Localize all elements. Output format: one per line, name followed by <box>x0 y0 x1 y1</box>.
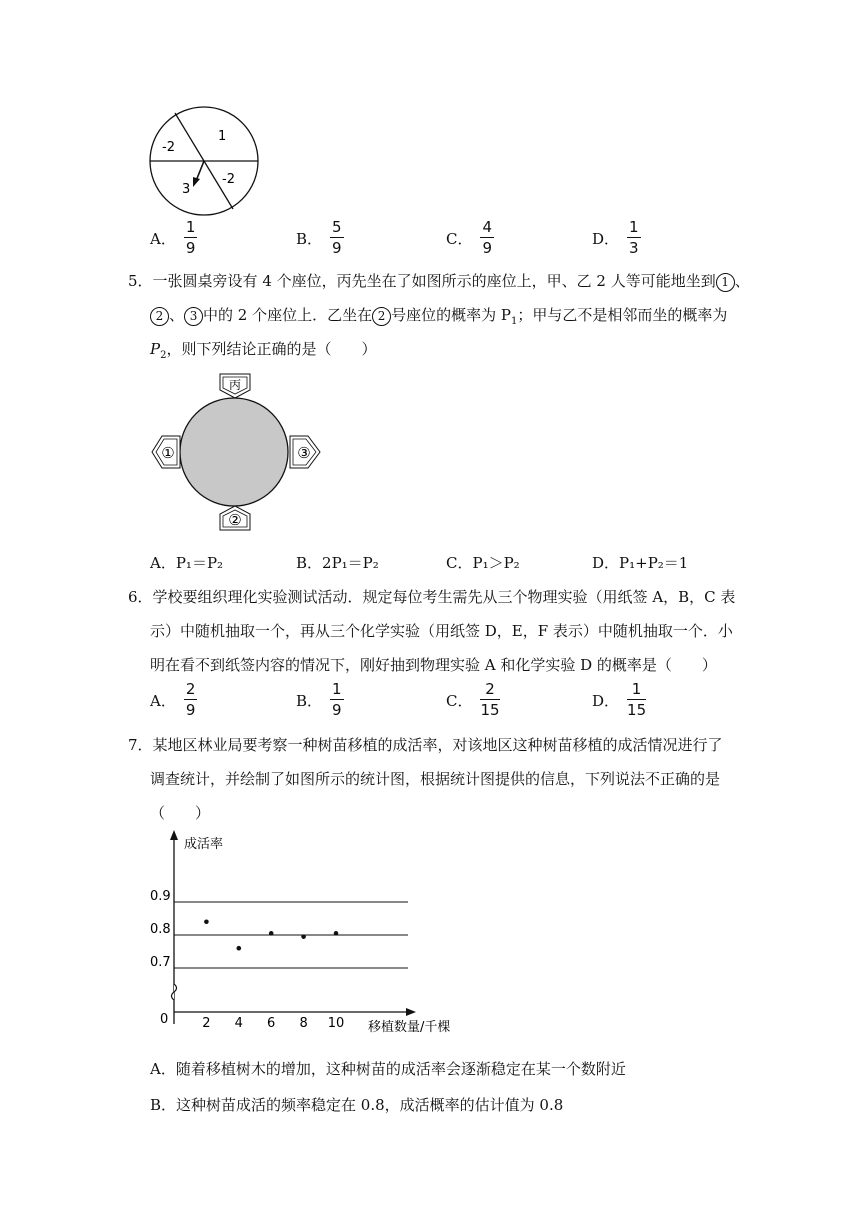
survival-rate-chart <box>140 828 460 1038</box>
q6-line-1: 6．学校要组织理化实验测试活动．规定每位考生需先从三个物理实验（用纸签 A，B，C 表 <box>128 588 736 606</box>
fraction: $\frac{1}{9}$ <box>185 218 196 257</box>
q7-option-b[interactable]: B．这种树苗成活的频率稳定在 0.8，成活概率的估计值为 0.8 <box>150 1096 564 1114</box>
q5-line-2: 2 、 3 中的 2 个座位上．乙坐在 2 号座位的概率为 $P_1$；甲与乙不是相邻而坐的概率为 <box>150 304 727 327</box>
round-table-figure <box>148 370 328 534</box>
q5-option-a[interactable]: A．P₁＝P₂ <box>150 554 224 572</box>
spinner-sector-1: 1 <box>218 129 227 144</box>
q7-line-1: 7．某地区林业局要考察一种树苗移植的成活率，对该地区这种树苗移植的成活情况进行了 <box>128 736 723 754</box>
y-tick-label: 0.8 <box>150 922 171 937</box>
q7-line-3: （ ） <box>150 804 211 822</box>
q5-option-d[interactable]: D．P₁+P₂＝1 <box>592 554 689 572</box>
data-point <box>204 920 209 925</box>
q5-option-c[interactable]: C．P₁＞P₂ <box>446 554 520 572</box>
q6-option-c[interactable]: C． $\frac{2}{15}$ <box>446 680 500 719</box>
seat-top-label: 丙 <box>228 378 242 392</box>
data-point <box>334 931 339 936</box>
q4-option-a[interactable]: A． $\frac{1}{9}$ <box>150 218 196 257</box>
q5-line-1: 5．一张圆桌旁设有 4 个座位，丙先坐在了如图所示的座位上，甲、乙 2 人等可能地坐到 1 、 <box>128 272 750 290</box>
data-point <box>237 946 242 951</box>
data-point <box>301 934 306 939</box>
spinner-sector-3: 3 <box>182 182 191 197</box>
y-tick-label: 0.7 <box>150 955 171 970</box>
q5-line-3: $P_2$，则下列结论正确的是（ ） <box>150 340 377 361</box>
seat-right-label: ③ <box>297 444 311 462</box>
fraction: $\frac{1}{9}$ <box>332 680 342 719</box>
fraction: $\frac{2}{15}$ <box>480 680 500 719</box>
y-tick-label: 0.9 <box>150 889 171 904</box>
x-tick-label: 10 <box>327 1016 345 1031</box>
q7-option-a[interactable]: A．随着移植树木的增加，这种树苗的成活率会逐渐稳定在某一个数附近 <box>150 1060 626 1078</box>
q6-line-2: 示）中随机抽取一个，再从三个化学实验（用纸签 D，E，F 表示）中随机抽取一个．小 <box>150 622 733 640</box>
fraction: $\frac{5}{9}$ <box>332 218 342 257</box>
x-tick-label: 2 <box>202 1016 211 1031</box>
q4-option-b[interactable]: B． $\frac{5}{9}$ <box>296 218 342 257</box>
axis-break <box>172 984 177 1000</box>
seat-bottom-label: ② <box>228 511 242 529</box>
x-tick-label: 6 <box>267 1016 276 1031</box>
x-axis-arrow <box>406 1008 416 1016</box>
q6-option-b[interactable]: B． $\frac{1}{9}$ <box>296 680 342 719</box>
q6-option-a[interactable]: A． $\frac{2}{9}$ <box>150 680 196 719</box>
data-point <box>269 931 274 936</box>
spinner-sector-neg2-left: -2 <box>162 140 175 155</box>
q4-option-c[interactable]: C． $\frac{4}{9}$ <box>446 218 493 257</box>
x-tick-label: 4 <box>234 1016 243 1031</box>
q6-option-d[interactable]: D． $\frac{1}{15}$ <box>592 680 647 719</box>
q5-option-b[interactable]: B．2P₁＝P₂ <box>296 554 379 572</box>
y-axis-label: 成活率 <box>184 837 224 852</box>
seat-left-label: ① <box>161 444 175 462</box>
fraction: $\frac{2}{9}$ <box>185 680 196 719</box>
x-tick-label: 8 <box>299 1016 308 1031</box>
q7-line-2: 调查统计，并绘制了如图所示的统计图，根据统计图提供的信息，下列说法不正确的是 <box>150 770 721 788</box>
q6-line-3: 明在看不到纸签内容的情况下，刚好抽到物理实验 A 和化学实验 D 的概率是（ ） <box>150 656 717 674</box>
fraction: $\frac{1}{15}$ <box>627 680 647 719</box>
spinner-figure <box>148 105 260 217</box>
y-axis-arrow <box>170 830 178 840</box>
x-axis-label: 移植数量/千棵 <box>368 1020 451 1035</box>
fraction: $\frac{4}{9}$ <box>482 218 493 257</box>
q4-option-d[interactable]: D． $\frac{1}{3}$ <box>592 218 639 257</box>
fraction: $\frac{1}{3}$ <box>629 218 639 257</box>
origin-label: 0 <box>160 1012 169 1027</box>
spinner-sector-neg2-right: -2 <box>222 172 235 187</box>
